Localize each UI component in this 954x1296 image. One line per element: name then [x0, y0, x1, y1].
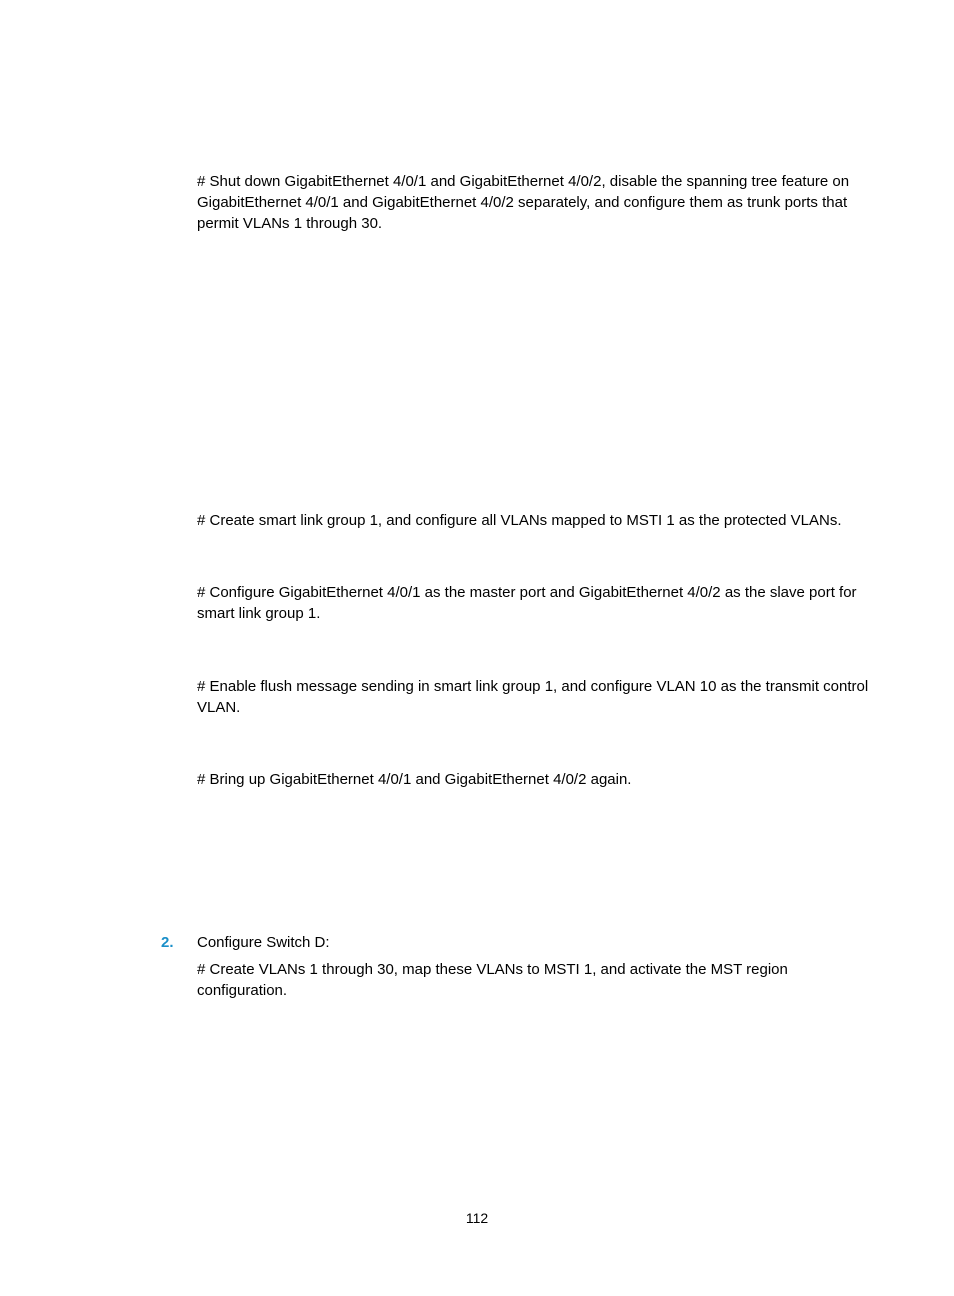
- shutdown-ports-instruction: # Shut down GigabitEthernet 4/0/1 and GigabitEthernet 4/0/2, disable the spanning tree feature on GigabitEthernet 4/0/1 and GigabitEthernet 4/0/2 separately, and configure them as trunk ports that permit VLANs 1 through 30.: [197, 173, 850, 232]
- page-number: 112: [465, 1210, 489, 1226]
- configure-master-slave-instruction: # Configure GigabitEthernet 4/0/1 as the master port and GigabitEthernet 4/0/2 as the slave port for smart link group 1.: [197, 584, 857, 622]
- bring-up-ports-instruction: # Bring up GigabitEthernet 4/0/1 and GigabitEthernet 4/0/2 again.: [197, 771, 632, 788]
- create-vlans-instruction: # Create VLANs 1 through 30, map these VLANs to MSTI 1, and activate the MST region configuration.: [197, 961, 788, 999]
- step-number: 2.: [161, 934, 174, 951]
- enable-flush-instruction: # Enable flush message sending in smart link group 1, and configure VLAN 10 as the transmit control VLAN.: [197, 678, 869, 716]
- step-label: Configure Switch D:: [197, 934, 330, 951]
- create-smart-link-group-instruction: # Create smart link group 1, and configure all VLANs mapped to MSTI 1 as the protected VLANs.: [197, 512, 842, 529]
